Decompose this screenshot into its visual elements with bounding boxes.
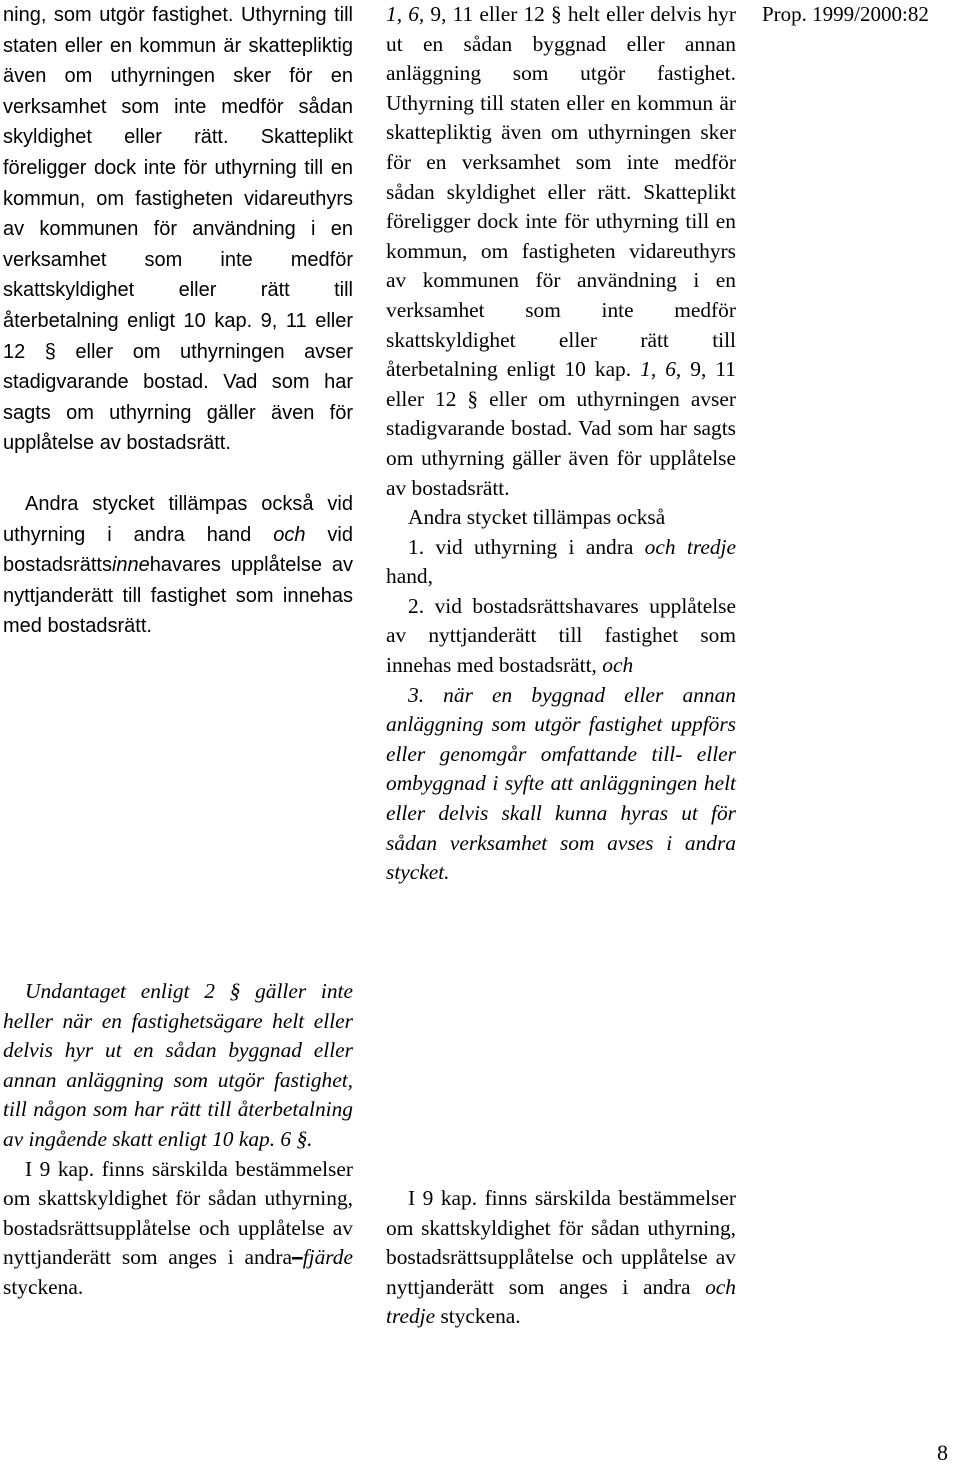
right-item2-text-a: 2. vid bostadsrättshavares upplåtelse av nyttjanderätt till fastighet som innehas med bostadsrätt, — [386, 593, 736, 678]
left-p2-inne: inne — [111, 554, 150, 577]
proposition-reference: Prop. 1999/2000:82 — [762, 2, 929, 26]
left-bottom-p2-text-a: I 9 kap. finns särskilda bestämmelser om skattskyldighet för sådan uthyrning, bostadsrättsupplåtelse och upplåtelse av nyttjanderätt som anges i andra — [3, 1156, 353, 1270]
right-bottom-p1-text-b: styckena. — [435, 1304, 521, 1329]
left-bottom-p2-fjarde: fjärde — [302, 1245, 353, 1270]
right-list-item-1 — [386, 533, 736, 592]
right-column-bottom — [386, 977, 736, 1332]
left-p2-text-a: Andra stycket tillämpas också vid uthyrning i andra hand — [3, 492, 353, 546]
left-bottom-paragraph-2 — [3, 1155, 353, 1303]
left-column-current-text — [3, 0, 353, 642]
left-paragraph-2 — [3, 489, 353, 642]
right-bottom-p1-och: och tredje — [386, 1274, 736, 1329]
right-item1-och: och tredje — [644, 534, 736, 559]
right-p1-ital: 1, 6, — [386, 2, 425, 26]
right-list-item-2 — [386, 592, 736, 681]
page-number: 8 — [937, 1440, 948, 1465]
right-item1-text-b: hand, — [386, 564, 433, 589]
right-bottom-p1-text-a: I 9 kap. finns särskilda bestämmelser om skattskyldighet för sådan uthyrning, bostadsrättsupplåtelse och upplåtelse av nyttjanderätt som anges i andra — [386, 1186, 736, 1299]
left-paragraph-1 — [3, 0, 353, 459]
right-column-proposed-text — [386, 0, 736, 888]
left-bottom-p2-dash: – — [291, 1245, 303, 1270]
right-item1-text-a: 1. vid uthyrning i andra — [408, 534, 645, 559]
left-bottom-paragraph-1: Undantaget enligt 2 § gäller inte heller när en fastighetsägare helt eller delvis hyr ut en sådan byggnad eller annan anläggning som utgör fastighet, till någon som har rätt till återbetalning av ingående skatt enligt 10 kap. 6 §. — [3, 979, 353, 1151]
left-column-bottom — [3, 977, 353, 1303]
right-paragraph-1 — [386, 0, 736, 503]
right-bottom-paragraph-1 — [386, 1184, 736, 1332]
right-item2-och: och — [602, 653, 634, 678]
left-p2-text-b: vid bostadsrätts — [3, 523, 353, 577]
left-p1-text: ning, som utgör fastighet. Uthyrning till staten eller en kommun är skattepliktig även om uthyrningen sker för en verksamhet som inte medför sådan skyldighet eller rätt. Skatteplikt föreligger dock inte för uthyrning till en kommun, om fastigheten vidareuthyrs av kommunen för användning i en verksamhet som inte medför skattskyldighet eller rätt till återbetalning enligt 10 kap. 9, 11 eller 12 § eller om uthyrningen avser stadigvarande bostad. Vad som har sagts om uthyrning gäller även för upplåtelse av bostadsrätt. — [3, 4, 353, 455]
right-list-item-3: 3. när en byggnad eller annan anläggning som utgör fastighet uppförs eller genomgår omfattande till- eller ombyggnad i syfte att anläggningen helt eller delvis skall kunna hyras ut för sådan verksamhet som avses i andra stycket. — [386, 682, 736, 885]
right-p1-text-b: 9, 11 eller 12 § eller om uthyrningen avser stadigvarande bostad. Vad som har sagts om uthyrning gäller även för upplåtelse av bostadsrätt. — [386, 357, 736, 500]
right-paragraph-2: Andra stycket tillämpas också — [408, 505, 666, 530]
left-p2-text-c: havares upplåtelse av nyttjanderätt till fastighet som innehas med bostadsrätt. — [3, 554, 353, 638]
left-bottom-p2-text-b: styckena. — [3, 1274, 84, 1299]
right-p1-text-a: 9, 11 eller 12 § helt eller delvis hyr ut en sådan byggnad eller annan anläggning som utgör fastighet. Uthyrning till staten eller en kommun är skattepliktig även om uthyrningen sker för en verksamhet som inte medför sådan skyldighet eller rätt. Skatteplikt föreligger dock inte för uthyrning till en kommun, om fastigheten vidareuthyrs av kommunen för användning i en verksamhet som inte medför skattskyldighet eller rätt till återbetalning enligt 10 kap. — [386, 2, 736, 382]
left-p2-och: och — [273, 523, 306, 546]
right-p1-ital-2: 1, 6, — [640, 357, 682, 382]
